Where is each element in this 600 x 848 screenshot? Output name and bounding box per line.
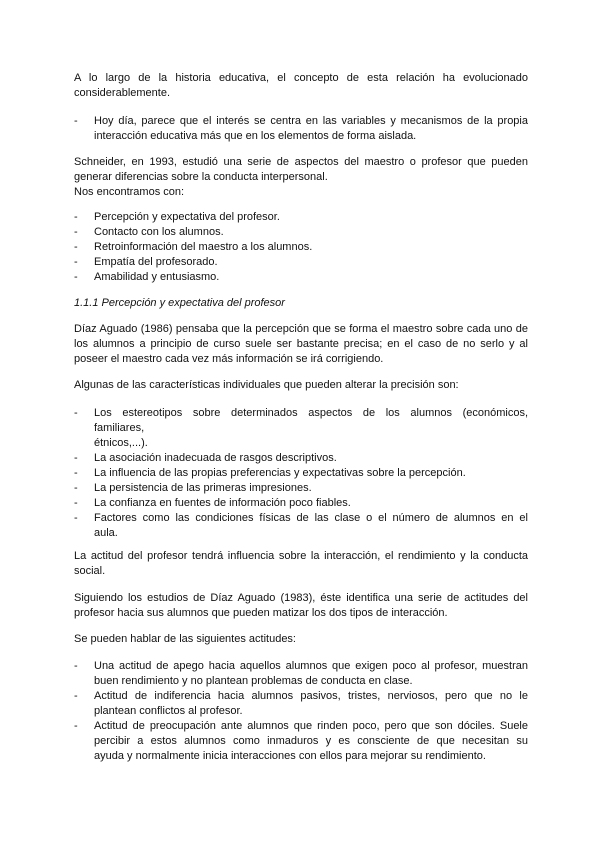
dash-bullet: - xyxy=(74,467,78,479)
list-item-text: La asociación inadecuada de rasgos descriptivos. xyxy=(94,452,337,464)
text-line: generar diferencias sobre la conducta interpersonal. xyxy=(74,171,328,183)
paragraph-actitud xyxy=(74,549,528,579)
paragraph-intro xyxy=(74,71,528,101)
dash-bullet: - xyxy=(74,720,78,732)
text-line: buen rendimiento y no plantean problemas de conducta en clase. xyxy=(94,675,413,687)
list-item xyxy=(74,496,528,511)
paragraph-diaz-aguado-1983 xyxy=(74,591,528,621)
bullet-list-2 xyxy=(74,210,528,285)
text-line: Factores como las condiciones físicas de las clase o el número de alumnos en el xyxy=(94,512,528,524)
text-line: interacción educativa más que en los elementos de forma aislada. xyxy=(94,130,417,142)
text-line: poseer el maestro cada vez más información se irá corrigiendo. xyxy=(74,353,384,365)
dash-bullet: - xyxy=(74,226,78,238)
text-line: profesor hacia sus alumnos que pueden matizar los dos tipos de interacción. xyxy=(74,607,448,619)
list-item-text: La confianza en fuentes de información poco fiables. xyxy=(94,497,351,509)
list-item xyxy=(74,481,528,496)
dash-bullet: - xyxy=(74,660,78,672)
dash-bullet: - xyxy=(74,407,78,419)
dash-bullet: - xyxy=(74,271,78,283)
text-line: considerablemente. xyxy=(74,87,171,99)
list-item-text: Amabilidad y entusiasmo. xyxy=(94,271,220,283)
list-item xyxy=(74,466,528,481)
text-line: Actitud de indiferencia hacia alumnos pasivos, tristes, nerviosos, pero que no le xyxy=(94,690,528,702)
text-line: étnicos,...). xyxy=(94,437,148,449)
section-heading: 1.1.1 Percepción y expectativa del profesor xyxy=(74,297,285,309)
list-item-text: Retroinformación del maestro a los alumnos. xyxy=(94,241,313,253)
dash-bullet: - xyxy=(74,497,78,509)
text-line: familiares, xyxy=(94,422,145,434)
list-item xyxy=(74,210,528,225)
dash-bullet: - xyxy=(74,482,78,494)
text-line: Díaz Aguado (1986) pensaba que la percepción que se forma el maestro sobre cada uno de xyxy=(74,323,528,335)
paragraph-diaz-aguado-1986 xyxy=(74,322,528,367)
list-item xyxy=(74,659,528,689)
text-line: social. xyxy=(74,565,106,577)
text-line: La actitud del profesor tendrá influencia sobre la interacción, el rendimiento y la conducta xyxy=(74,550,528,562)
dash-bullet: - xyxy=(74,512,78,524)
paragraph-actitudes: Se pueden hablar de las siguientes actitudes: xyxy=(74,633,296,645)
list-item-text: La persistencia de las primeras impresiones. xyxy=(94,482,312,494)
list-item xyxy=(74,270,528,285)
list-item-text: Contacto con los alumnos. xyxy=(94,226,224,238)
bullet-list-1 xyxy=(74,114,528,144)
list-item xyxy=(74,406,528,451)
bullet-list-4 xyxy=(74,659,528,764)
dash-bullet: - xyxy=(74,211,78,223)
text-line: Los estereotipos sobre determinados aspectos de los alumnos (económicos, xyxy=(94,407,528,419)
dash-bullet: - xyxy=(74,690,78,702)
text-line: Nos encontramos con: xyxy=(74,186,185,198)
list-item xyxy=(74,240,528,255)
bullet-list-3 xyxy=(74,406,528,541)
text-line: Siguiendo los estudios de Díaz Aguado (1983), éste identifica una serie de actitudes del xyxy=(74,592,528,604)
text-line: A lo largo de la historia educativa, el concepto de esta relación ha evolucionado xyxy=(74,72,528,84)
list-item xyxy=(74,719,528,764)
paragraph-schneider xyxy=(74,155,528,200)
list-item xyxy=(74,511,528,541)
text-line: ayuda y normalmente inicia interacciones con ellos para mejorar su rendimiento. xyxy=(94,750,486,762)
text-line: los alumnos a principio de curso suele ser bastante precisa; en el caso de no serlo y al xyxy=(74,338,528,350)
text-line: aula. xyxy=(94,527,118,539)
list-item-text: La influencia de las propias preferencias y expectativas sobre la percepción. xyxy=(94,467,466,479)
list-item xyxy=(74,255,528,270)
text-line: Hoy día, parece que el interés se centra en las variables y mecanismos de la propia xyxy=(94,115,528,127)
paragraph-caracteristicas: Algunas de las características individuales que pueden alterar la precisión son: xyxy=(74,379,459,391)
text-line: Actitud de preocupación ante alumnos que rinden poco, pero que son dóciles. Suele xyxy=(94,720,528,732)
list-item xyxy=(74,689,528,719)
list-item-text: Percepción y expectativa del profesor. xyxy=(94,211,280,223)
text-line: Schneider, en 1993, estudió una serie de aspectos del maestro o profesor que pueden xyxy=(74,156,528,168)
dash-bullet: - xyxy=(74,452,78,464)
text-line: plantean conflictos al profesor. xyxy=(94,705,243,717)
dash-bullet: - xyxy=(74,256,78,268)
text-line: Una actitud de apego hacia aquellos alumnos que exigen poco al profesor, muestran xyxy=(94,660,528,672)
list-item xyxy=(74,114,528,144)
dash-bullet: - xyxy=(74,115,78,127)
list-item xyxy=(74,225,528,240)
list-item xyxy=(74,451,528,466)
text-line: percibir a estos alumnos como inmaduros y es consciente de que necesitan su xyxy=(94,735,528,747)
dash-bullet: - xyxy=(74,241,78,253)
list-item-text: Empatía del profesorado. xyxy=(94,256,218,268)
